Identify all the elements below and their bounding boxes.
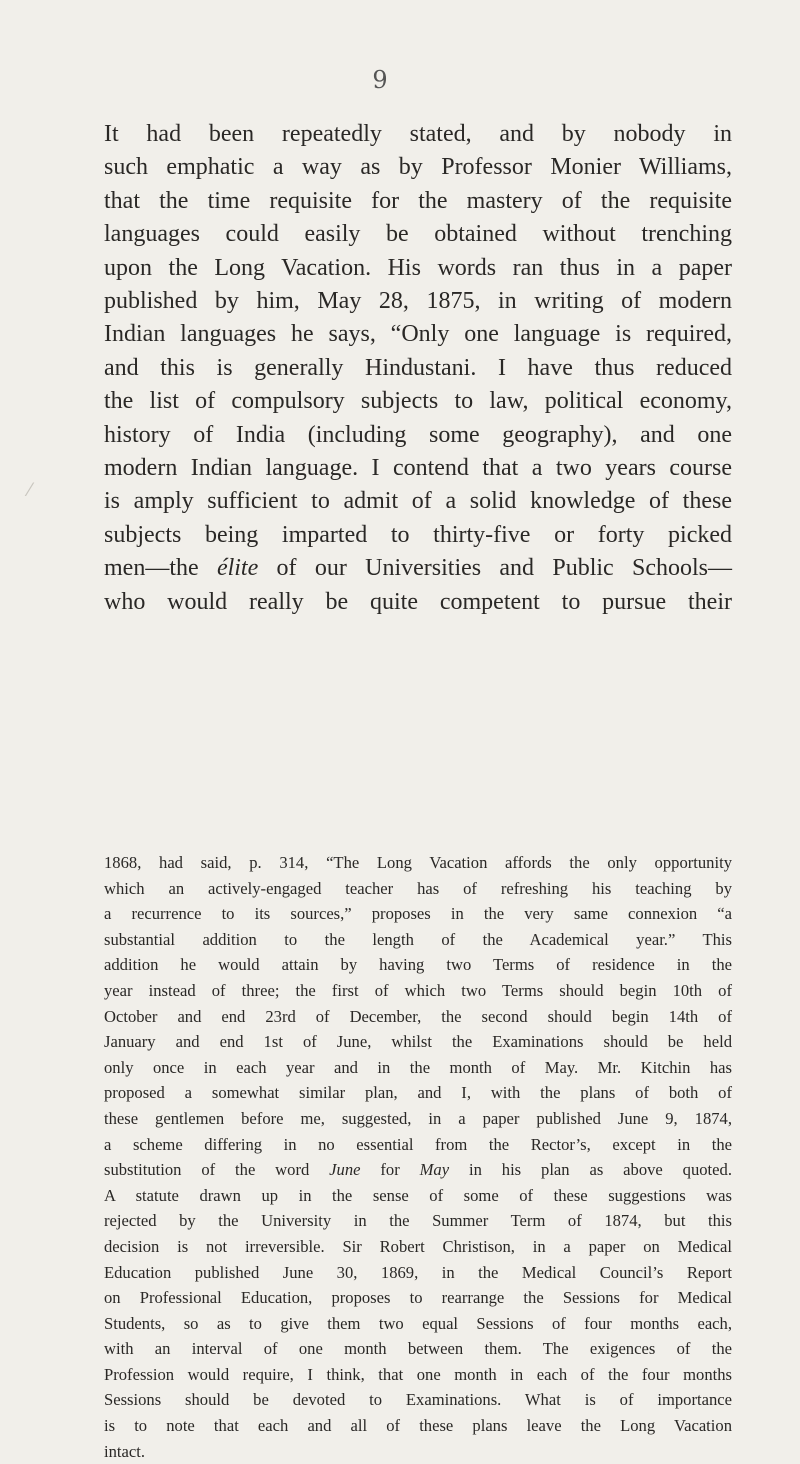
footnote-line: which an actively-engaged teacher has of refreshing his teaching by [104,878,732,898]
footnote-line: substantial addition to the length of the Academical year.” This [104,929,732,949]
footnote-line: on Professional Education, proposes to rearrange the Sessions for Medical [104,1288,732,1308]
footnote-line: January and end 1st of June, whilst the Examinations should be held [104,1032,732,1052]
page-number: 9 [372,66,388,94]
main-line: men—the élite of our Universities and Public Schools— [104,555,732,582]
main-line: and this is generally Hindustani. I have thus reduced [104,354,732,381]
footnote-line: addition he would attain by having two Terms of residence in the [104,955,732,975]
margin-pencil-mark-icon: ⁄ [28,480,32,501]
footnote-line: proposed a somewhat similar plan, and I, with the plans of both of [104,1083,732,1103]
footnote-line: 1868, had said, p. 314, “The Long Vacation affords the only opportunity [104,853,732,872]
main-line: the list of compulsory subjects to law, political economy, [104,388,732,415]
footnote-line: A statute drawn up in the sense of some of these suggestions was [104,1185,732,1205]
footnote-line: intact. [104,1441,146,1461]
main-line: upon the Long Vacation. His words ran thus in a paper [104,254,732,281]
main-line: subjects being imparted to thirty-five or forty picked [104,521,732,548]
main-line: history of India (including some geography), and one [104,421,732,448]
footnote-line: with an interval of one month between them. The exigences of the [104,1339,732,1359]
footnote-line: Sessions should be devoted to Examinations. What is of importance [104,1390,732,1410]
main-paragraph [104,118,732,619]
main-line: is amply sufficient to admit of a solid knowledge of these [104,488,732,515]
footnote-line: substitution of the word June for May in his plan as above quoted. [104,1160,732,1180]
footnote [104,850,732,1464]
emphasized-word: June [329,1160,361,1180]
footnote-line: year instead of three; the first of which two Terms should begin 10th of [104,980,732,1000]
emphasized-word: élite [216,555,259,582]
footnote-line: rejected by the University in the Summer Term of 1874, but this [104,1211,732,1231]
footnote-line: Education published June 30, 1869, in the Medical Council’s Report [104,1262,732,1282]
footnote-line: a scheme differing in no essential from the Rector’s, except in the [104,1134,732,1154]
main-line: languages could easily be obtained without trenching [104,221,732,248]
footnote-line: these gentlemen before me, suggested, in a paper published June 9, 1874, [104,1108,732,1128]
main-line: published by him, May 28, 1875, in writing of modern [104,288,732,315]
footnote-line: October and end 23rd of December, the second should begin 14th of [104,1006,732,1026]
footnote-line: Students, so as to give them two equal Sessions of four months each, [104,1313,732,1333]
footnote-line: only once in each year and in the month of May. Mr. Kitchin has [104,1057,732,1077]
footnote-line: Profession would require, I think, that one month in each of the four months [104,1364,732,1384]
emphasized-word: May [419,1160,450,1180]
main-line: modern Indian language. I contend that a two years course [104,455,732,482]
footnote-line: a recurrence to its sources,” proposes in the very same connexion “a [104,904,732,924]
main-line: such emphatic a way as by Professor Monier Williams, [104,154,732,181]
main-line: It had been repeatedly stated, and by nobody in [104,121,732,147]
main-line: Indian languages he says, “Only one language is required, [104,321,732,348]
footnote-line: is to note that each and all of these plans leave the Long Vacation [104,1416,732,1436]
main-line: that the time requisite for the mastery of the requisite [104,187,732,214]
footnote-line: decision is not irreversible. Sir Robert Christison, in a paper on Medical [104,1236,732,1256]
main-line: who would really be quite competent to pursue their [104,588,732,615]
